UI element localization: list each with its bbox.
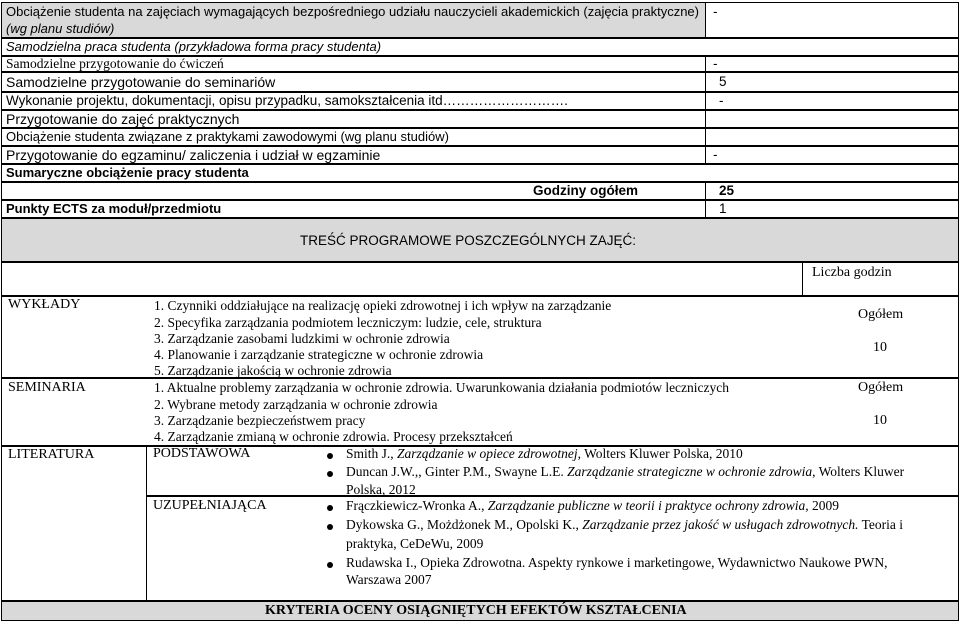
summary-hours-cell <box>705 182 959 200</box>
bullet-icon <box>327 453 333 459</box>
workload-value: 5 <box>719 74 727 89</box>
seminar-item: 3. Zarządzanie bezpieczeństwem pracy <box>154 413 366 428</box>
workload-value-cell <box>705 92 959 110</box>
program-heading: TREŚĆ PROGRAMOWE POSZCZEGÓLNYCH ZAJĘĆ: <box>300 233 637 248</box>
supplementary-literature-label: UZUPEŁNIAJĄCA <box>153 498 267 513</box>
workload-value: - <box>713 147 718 162</box>
reference-item-continuation: Warszawa 2007 <box>346 572 432 587</box>
reference-item-continuation: praktyka, CeDeWu, 2009 <box>346 536 484 551</box>
bullet-icon <box>327 524 333 530</box>
workload-label: Samodzielne przygotowanie do ćwiczeń <box>6 56 224 71</box>
lectures-total-value: 10 <box>873 340 887 355</box>
lecture-item: 5. Zarządzanie jakością w ochronie zdrowia <box>154 363 392 378</box>
workload-label: Przygotowanie do zajęć praktycznych <box>6 111 240 127</box>
workload-label: Przygotowanie do egzaminu/ zaliczenia i udział w egzaminie <box>6 147 381 163</box>
workload-label: Wykonanie projektu, dokumentacji, opisu przypadku, samokształcenia itd………………………. <box>6 93 568 108</box>
workload-value-cell <box>705 56 959 72</box>
reference-item: Duncan J.W.,, Ginter P.M., Swayne L.E. Zarządzanie strategiczne w ochronie zdrowia, Wolters Kluwer <box>346 464 905 479</box>
criteria-heading: KRYTERIA OCENY OSIĄGNIĘTYCH EFEKTÓW KSZTAŁCENIA <box>265 603 687 618</box>
program-header-left-cell <box>1 262 803 296</box>
lectures-total-label: Ogółem <box>858 307 904 322</box>
seminar-item: 1. Aktualne problemy zarządzania w ochronie zdrowia. Uwarunkowania działania podmiotów leczniczych <box>154 380 730 395</box>
reference-item: Rudawska I., Opieka Zdrowotna. Aspekty rynkowe i marketingowe, Wydawnictwo Naukowe PWN, <box>346 555 888 570</box>
seminar-item: 2. Wybrane metody zarządzania w ochronie zdrowia <box>154 397 438 412</box>
reference-item: Dykowska G., Możdżonek M., Opolski K., Zarządzanie przez jakość w usługach zdrowotnych. Teoria i <box>346 517 904 532</box>
hours-column-header: Liczba godzin <box>812 265 892 280</box>
workload-label: Obciążenie studenta na zajęciach wymagających bezpośredniego udziału nauczycieli akademickich (zajęcia praktyczne) <box>6 4 699 19</box>
ects-label: Punkty ECTS za moduł/przedmiotu <box>6 201 222 216</box>
ects-value: 1 <box>719 201 727 216</box>
hours-total-value: 25 <box>719 183 735 198</box>
lectures-label: WYKŁADY <box>8 297 81 312</box>
workload-value: - <box>713 4 718 19</box>
workload-label-note: (wg planu studiów) <box>6 21 115 36</box>
bullet-icon <box>327 562 333 568</box>
reference-item: Smith J., Zarządzanie w opiece zdrowotnej, Wolters Kluwer Polska, 2010 <box>346 446 743 461</box>
seminars-total-label: Ogółem <box>858 380 904 395</box>
lecture-item: 3. Zarządzanie zasobami ludzkimi w ochronie zdrowia <box>154 331 450 346</box>
workload-value: - <box>719 93 724 108</box>
seminar-item: 4. Zarządzanie zmianą w ochronie zdrowia. Procesy przekształceń <box>154 429 513 444</box>
lecture-item: 2. Specyfika zarządzania podmiotem leczniczym: ludzie, cele, struktura <box>154 315 542 330</box>
workload-label: Obciążenie studenta związane z praktykami zawodowymi (wg planu studiów) <box>6 129 449 144</box>
workload-value-cell <box>705 146 959 164</box>
seminars-label: SEMINARIA <box>8 380 86 395</box>
lecture-item: 1. Czynniki oddziałujące na realizację opieki zdrowotnej i ich wpływ na zarządzanie <box>154 298 612 313</box>
bullet-icon <box>327 505 333 511</box>
workload-value: - <box>713 56 718 71</box>
workload-label: Samodzielne przygotowanie do seminariów <box>6 74 276 90</box>
summary-title: Sumaryczne obciążenie pracy studenta <box>6 165 249 180</box>
literature-label: LITERATURA <box>8 447 95 462</box>
workload-value-cell <box>705 110 959 128</box>
seminars-total-value: 10 <box>873 413 887 428</box>
hours-total-label: Godziny ogółem <box>533 183 639 198</box>
reference-item: Frączkiewicz-Wronka A., Zarządzanie publiczne w teorii i praktyce ochrony zdrowia, 2009 <box>346 498 840 513</box>
reference-item-continuation: Polska, 2012 <box>346 482 416 497</box>
summary-ects-cell <box>705 200 959 218</box>
basic-literature-label: PODSTAWOWA <box>153 446 251 461</box>
workload-value-cell <box>705 2 959 38</box>
workload-value-cell <box>705 72 959 92</box>
bullet-icon <box>327 471 333 477</box>
lecture-item: 4. Planowanie i zarządzanie strategiczne w ochronie zdrowia <box>154 347 484 362</box>
workload-label: Samodzielna praca studenta (przykładowa forma pracy studenta) <box>6 39 382 54</box>
workload-value-cell <box>705 128 959 146</box>
